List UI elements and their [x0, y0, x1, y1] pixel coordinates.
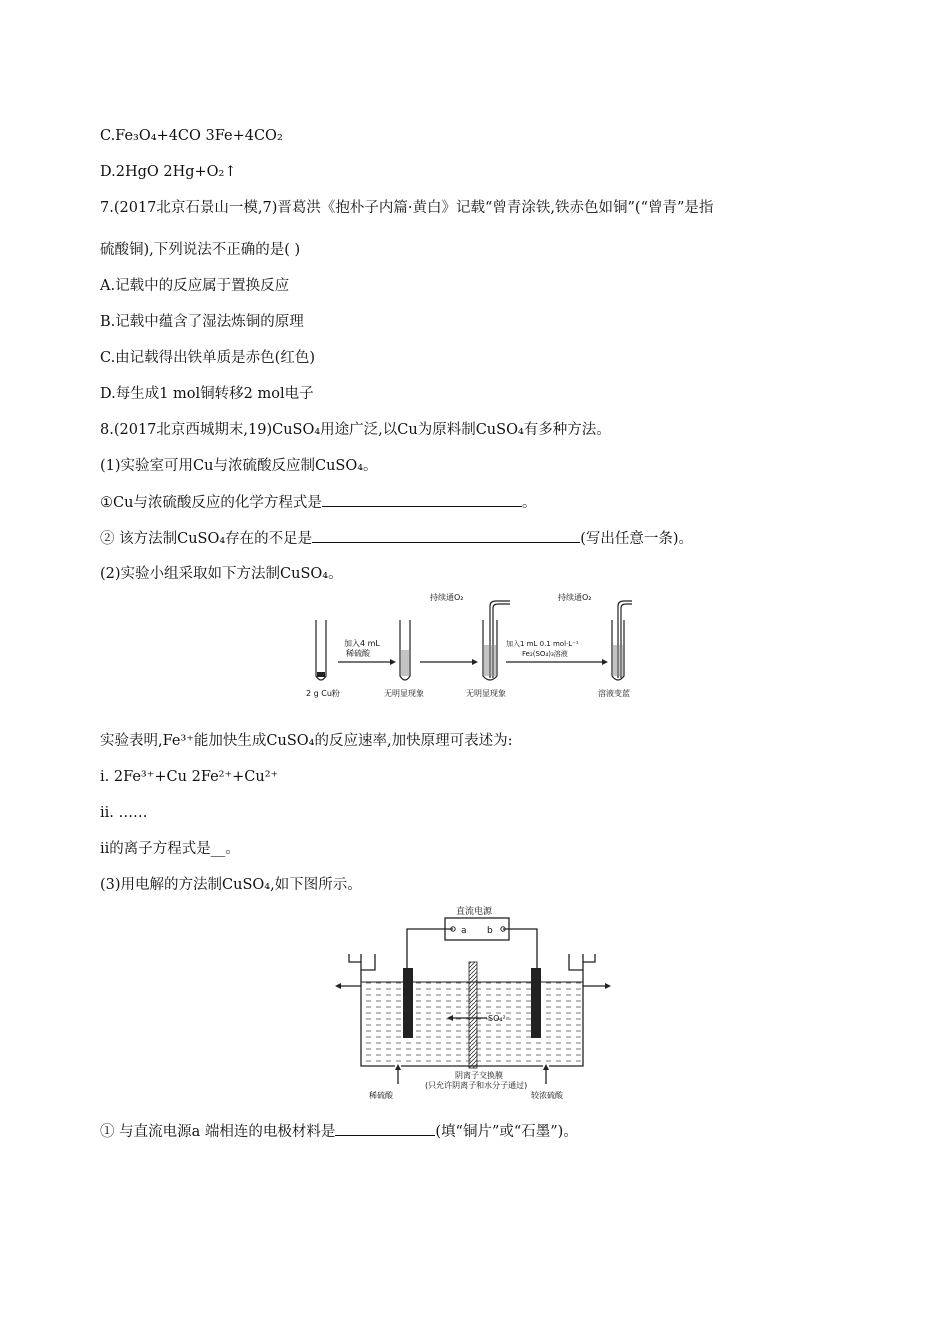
option-c-equation: C.Fe₃O₄+4CO 3Fe+4CO₂ [100, 128, 283, 144]
part-1-q2 [100, 528, 693, 549]
right-inlet-label: 较浓硫酸 [531, 1091, 563, 1100]
option-d-equation: D.2HgO 2Hg+O₂↑ [100, 164, 237, 180]
sulfate-ion-label: SO₄²⁻ [488, 1014, 511, 1023]
answer-blank[interactable] [312, 528, 580, 543]
answer-blank[interactable] [322, 492, 522, 507]
question-7-stem-cont: 硫酸铜),下列说法不正确的是( ) [100, 242, 301, 258]
tube-1-label: 2 g Cu粉 [306, 689, 340, 698]
power-supply-box [445, 918, 509, 940]
part-3-stem: (3)用电解的方法制CuSO₄,如下图所示。 [100, 877, 362, 893]
option-b: B.记载中蕴含了湿法炼铜的原理 [100, 314, 304, 330]
option-a: A.记载中的反应属于置换反应 [100, 278, 290, 294]
part-3-q1-end: (填“铜片”或“石墨”)。 [435, 1124, 578, 1140]
copper-powder [317, 672, 325, 677]
part-1-q2-end: (写出任意一条)。 [580, 531, 694, 547]
question-8-stem: 8.(2017北京西城期末,19)CuSO₄用途广泛,以Cu为原料制CuSO₄有多种方法。 [100, 422, 611, 438]
step-1-line-1: 加入4 mL [344, 639, 380, 648]
terminal-b: b [487, 926, 493, 936]
left-electrode [403, 968, 413, 1038]
power-supply-label: 直流电源 [456, 907, 493, 917]
step-2-line-2: Fe₂(SO₄)₃溶液 [522, 650, 568, 658]
electrolysis-figure [335, 902, 620, 1100]
test-tube-1 [316, 620, 326, 680]
option-c: C.由记载得出铁单质是赤色(红色) [100, 350, 315, 366]
part-1-q1 [100, 492, 536, 513]
step-ii: ⅱ. …… [100, 805, 148, 821]
part-1-stem: (1)实验室可用Cu与浓硫酸反应制CuSO₄。 [100, 458, 378, 474]
step-2-line-1: 加入1 mL 0.1 mol·L⁻¹ [506, 640, 579, 648]
left-inlet-label: 稀硫酸 [369, 1091, 393, 1100]
option-d: D.每生成1 mol铜转移2 mol电子 [100, 386, 314, 402]
part-2-conclusion: 实验表明,Fe³⁺能加快生成CuSO₄的反应速率,加快原理可表述为: [100, 733, 513, 749]
tube-3-label: 无明显现象 [466, 689, 506, 698]
part-2-stem: (2)实验小组采取如下方法制CuSO₄。 [100, 566, 343, 582]
membrane-label-2: (只允许阴离子和水分子通过) [425, 1081, 528, 1090]
step-i-equation: ⅰ. 2Fe³⁺+Cu 2Fe²⁺+Cu²⁺ [100, 769, 279, 785]
anion-exchange-membrane [469, 962, 477, 1068]
experiment-figure [300, 590, 650, 705]
part-1-q2-text: ② 该方法制CuSO₄存在的不足是 [100, 531, 313, 547]
right-electrode [531, 968, 541, 1038]
step-1-line-2: 稀硫酸 [346, 649, 370, 658]
answer-blank[interactable] [335, 1121, 435, 1136]
tube-4-label: 溶液变蓝 [598, 689, 630, 698]
part-1-q1-text: ①Cu与浓硫酸反应的化学方程式是 [100, 495, 322, 511]
part-1-q1-end: 。 [521, 495, 537, 511]
membrane-label-1: 阴离子交换膜 [455, 1071, 503, 1080]
tube-2-label: 无明显现象 [384, 689, 424, 698]
part-3-q1 [100, 1121, 578, 1142]
step-ii-question: ⅱ的离子方程式是__。 [100, 841, 240, 857]
o2-label-1: 持续通O₂ [430, 593, 464, 602]
terminal-a: a [461, 926, 467, 936]
o2-label-2: 持续通O₂ [558, 593, 592, 602]
part-3-q1-text: ① 与直流电源a 端相连的电极材料是 [100, 1124, 336, 1140]
question-7-stem: 7.(2017北京石景山一模,7)晋葛洪《抱朴子内篇·黄白》记载“曾青涂铁,铁赤色如铜”(“曾青”是指 [100, 200, 714, 216]
